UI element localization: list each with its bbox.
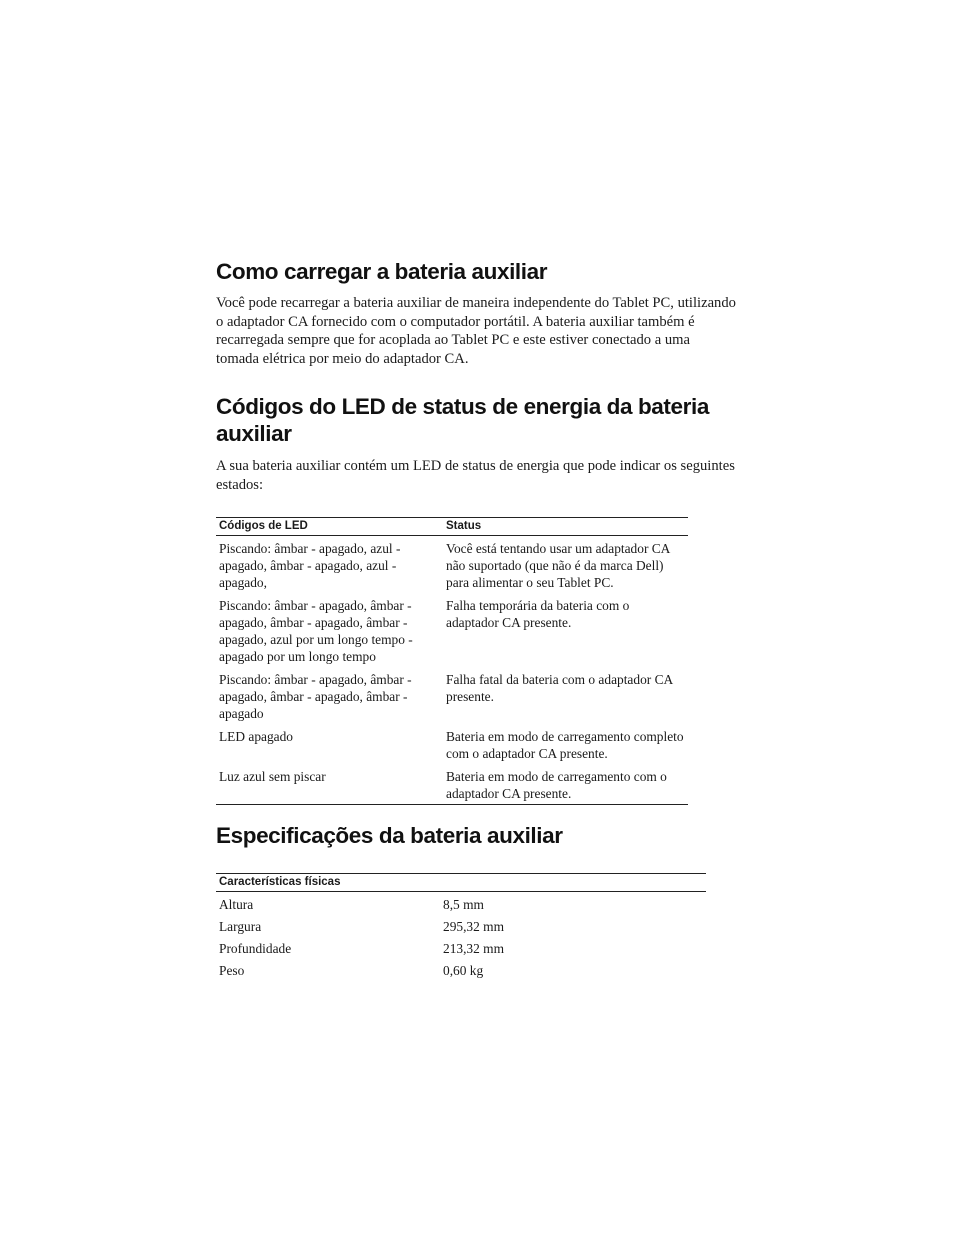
column-header-physical-characteristics: Características físicas [216,874,706,892]
status-cell: Você está tentando usar um adaptador CA não suportado (que não é da marca Dell) para alimentar o seu Tablet PC. [446,541,670,590]
led-code-cell: LED apagado [219,729,293,744]
table-header-row [216,518,688,536]
spec-value-cell: 8,5 mm [443,897,484,912]
section-title-specifications: Especificações da bateria auxiliar [216,823,563,848]
led-code-cell: Piscando: âmbar - apagado, azul - apagado, âmbar - apagado, azul - apagado, [219,541,401,590]
led-code-cell: Piscando: âmbar - apagado, âmbar - apagado, âmbar - apagado, âmbar - apagado [219,672,412,721]
spec-label-cell: Profundidade [219,941,292,956]
spec-value-cell: 295,32 mm [443,919,505,934]
table-row [216,764,688,805]
status-cell: Falha fatal da bateria com o adaptador CA presente. [446,672,673,704]
spec-label-cell: Altura [219,897,254,912]
led-code-cell: Luz azul sem piscar [219,769,326,784]
section-title-led-codes: Códigos do LED de status de energia da bateria auxiliar [216,394,709,446]
spec-value-cell: 213,32 mm [443,941,505,956]
table-row [216,667,688,724]
document-page [216,254,736,980]
status-cell: Falha temporária da bateria com o adaptador CA presente. [446,598,630,630]
status-cell: Bateria em modo de carregamento com o adaptador CA presente. [446,769,667,801]
section-title-charging: Como carregar a bateria auxiliar [216,259,548,284]
table-row [216,593,688,667]
spec-label-cell: Largura [219,919,262,934]
table-row [216,724,688,764]
column-header-led-codes: Códigos de LED [216,518,443,536]
led-codes-table [216,517,688,805]
table-header-row [216,874,706,892]
section-body-led-codes: A sua bateria auxiliar contém um LED de status de energia que pode indicar os seguintes estados: [216,458,735,493]
table-row [216,958,706,980]
specifications-table [216,873,706,980]
table-row [216,914,706,936]
spec-value-cell: 0,60 kg [443,963,484,978]
column-header-status: Status [443,518,688,536]
table-row [216,936,706,958]
led-code-cell: Piscando: âmbar - apagado, âmbar - apagado, âmbar - apagado, âmbar - apagado, azul por um longo tempo - apagado por um longo tempo [219,598,413,664]
table-row [216,536,688,594]
spec-label-cell: Peso [219,963,245,978]
section-body-charging: Você pode recarregar a bateria auxiliar de maneira independente do Tablet PC, utilizando o adaptador CA fornecido com o computador portátil. A bateria auxiliar também é recarregada sempre que for acoplada ao Tablet PC e este estiver conectado a uma tomada elétrica por meio do adaptador CA. [216,295,736,367]
table-row [216,892,706,915]
status-cell: Bateria em modo de carregamento completo com o adaptador CA presente. [446,729,684,761]
